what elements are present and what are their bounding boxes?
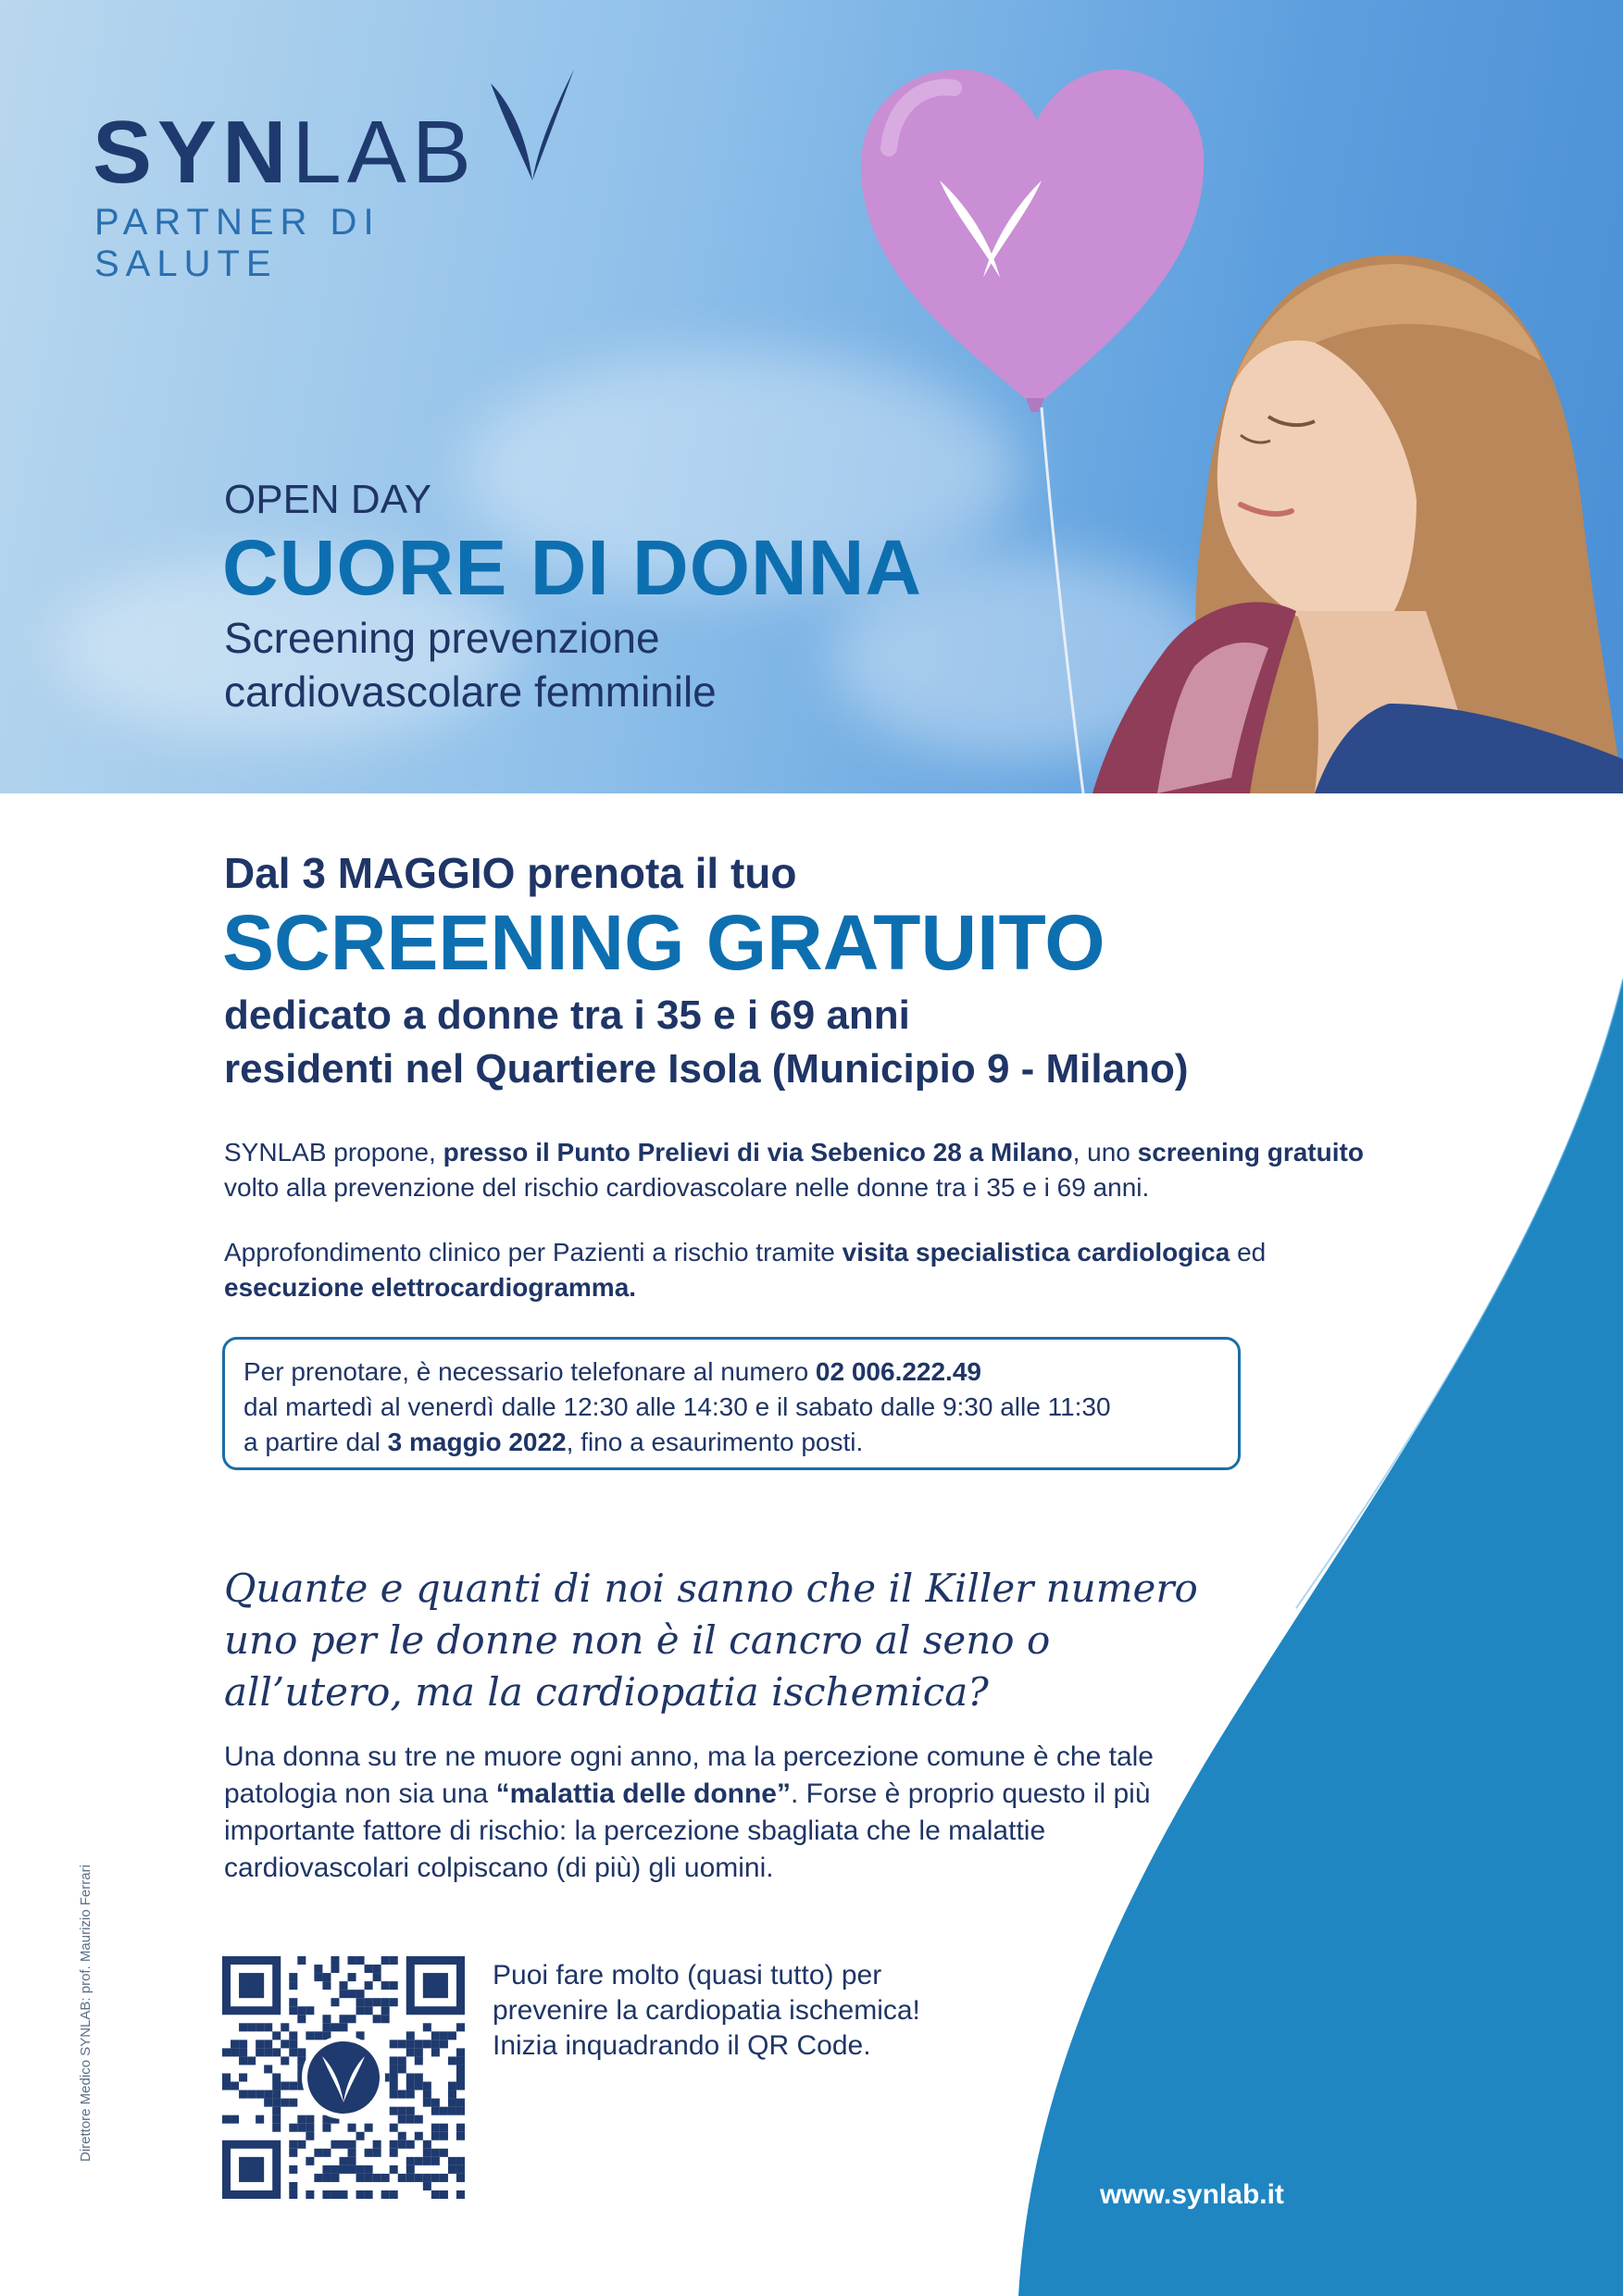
qr-module [440, 2040, 448, 2048]
qr-module [331, 1956, 339, 1965]
qr-module [356, 2165, 365, 2174]
qr-module [272, 2082, 281, 2090]
qr-module [456, 2048, 465, 2056]
qr-module [373, 2149, 381, 2157]
qr-module [431, 2031, 440, 2040]
website-link[interactable]: www.synlab.it [1100, 2179, 1284, 2210]
qr-module [390, 1981, 398, 1990]
qr-module [456, 2082, 465, 2090]
qr-module [331, 2023, 339, 2031]
qr-module [272, 2090, 281, 2099]
qr-module [297, 2115, 306, 2124]
qr-module [339, 2023, 347, 2031]
qr-module [331, 1998, 339, 2006]
qr-module [281, 2082, 289, 2090]
qr-module [222, 2082, 231, 2090]
qr-module [331, 2165, 339, 2174]
director-note: Direttore Medico SYNLAB: prof. Maurizio Ferrari [78, 1865, 94, 2162]
qr-module [406, 2082, 415, 2090]
qr-module [390, 2082, 398, 2090]
qr-module [406, 2165, 415, 2174]
qr-module [322, 1973, 331, 1981]
qr-module [381, 1981, 390, 1990]
hero-subtitle: Screening prevenzione cardiovascolare femminile [224, 614, 717, 716]
qr-module [348, 1973, 356, 1981]
qr-module [339, 2157, 347, 2165]
qr-module [365, 2190, 373, 2199]
qr-module [406, 2107, 415, 2115]
qr-module [406, 2040, 415, 2048]
qr-module [348, 2140, 356, 2149]
qr-module [348, 2157, 356, 2165]
qr-module [381, 1956, 390, 1965]
qr-module [381, 2190, 390, 2199]
qr-module [448, 2031, 456, 2040]
qr-module [297, 2006, 306, 2015]
qr-module [431, 2174, 440, 2182]
qr-module [297, 2140, 306, 2149]
qr-module [289, 2099, 297, 2107]
qr-module [415, 2157, 423, 2165]
synlab-logo [93, 65, 574, 284]
qr-module [289, 2182, 297, 2190]
qr-module [423, 2174, 431, 2182]
qr-module [239, 2056, 247, 2065]
qr-module [406, 2140, 415, 2149]
qr-module [281, 2056, 289, 2065]
qr-module [423, 2082, 431, 2090]
qr-module [431, 2048, 440, 2056]
qr-module [339, 2190, 347, 2199]
qr-module [398, 2132, 406, 2140]
qr-module [231, 2048, 239, 2056]
qr-module [239, 2073, 247, 2081]
qr-module [415, 2082, 423, 2090]
hero-kicker: OPEN DAY [224, 477, 432, 522]
qr-module [289, 2149, 297, 2157]
qr-module [390, 1998, 398, 2006]
qr-module [390, 2073, 398, 2081]
qr-module [256, 2040, 264, 2048]
qr-module [415, 2132, 423, 2140]
qr-module [264, 2065, 272, 2073]
logo-tagline: PARTNER DI SALUTE [94, 202, 381, 284]
qr-module [390, 2065, 398, 2073]
qr-module [415, 2174, 423, 2182]
qr-module [373, 2140, 381, 2149]
qr-module [381, 1998, 390, 2006]
qr-caption: Puoi fare molto (quasi tutto) per prevenire la cardiopatia ischemica! Inizia inquadrando il QR Code. [493, 1960, 920, 2061]
qr-module [314, 1973, 322, 1981]
qr-module [264, 2048, 272, 2056]
qr-module [356, 2132, 365, 2140]
qr-module [448, 2099, 456, 2107]
logo-wordmark: SYNLAB [93, 103, 477, 202]
qr-module [448, 2165, 456, 2174]
qr-module [406, 2157, 415, 2165]
qr-module [297, 2124, 306, 2132]
qr-module [440, 2174, 448, 2182]
qr-module [365, 1965, 373, 1973]
qr-module [390, 2124, 398, 2132]
qr-module [306, 2124, 314, 2132]
qr-module [272, 2099, 281, 2107]
qr-module [440, 2190, 448, 2199]
qr-module [222, 2048, 231, 2056]
qr-module [456, 2124, 465, 2132]
qr-module [365, 2165, 373, 2174]
qr-module [264, 2040, 272, 2048]
qr-module [448, 2056, 456, 2065]
qr-logo-badge [305, 2039, 382, 2116]
qr-module [390, 2107, 398, 2115]
qr-module [289, 2006, 297, 2015]
qr-module [423, 2099, 431, 2107]
qr-module [348, 2015, 356, 2023]
qr-module [440, 2132, 448, 2140]
intro-paragraph: SYNLAB propone, presso il Punto Prelievi di via Sebenico 28 a Milano, uno screening gratuito volto alla prevenzione del rischio cardiovascolare nelle donne tra i 35 e i 69 anni. [224, 1138, 1364, 1202]
qr-module [440, 2107, 448, 2115]
qr-module [415, 2056, 423, 2065]
qr-module [289, 1998, 297, 2006]
qr-module [398, 2174, 406, 2182]
qr-module [373, 1998, 381, 2006]
qr-module [272, 2048, 281, 2056]
qr-module [423, 2090, 431, 2099]
qr-module [231, 2040, 239, 2048]
body-paragraph: Una donna su tre ne muore ogni anno, ma la percezione comune è che tale patologia non sia una “malattia delle donne”. Forse è proprio questo il più importante fattore di rischio: la percezione sbagliata che le malattie cardiovascolari colpiscano (di più) gli uomini. [224, 1741, 1154, 1883]
qr-module [339, 2015, 347, 2023]
qr-module [406, 2090, 415, 2099]
qr-module [289, 2190, 297, 2199]
qr-module [348, 2149, 356, 2157]
qr-finder-pattern [222, 1956, 281, 2015]
qr-module [281, 2099, 289, 2107]
qr-module [448, 2107, 456, 2115]
qr-module [306, 2031, 314, 2040]
qr-module [456, 2132, 465, 2140]
qr-module [247, 2056, 256, 2065]
qr-module [406, 2031, 415, 2040]
qr-module [322, 2165, 331, 2174]
qr-module [256, 2090, 264, 2099]
qr-module [373, 2015, 381, 2023]
qr-module [356, 2190, 365, 2199]
qr-module [297, 1956, 306, 1965]
qr-module [390, 2140, 398, 2149]
qr-module [339, 1990, 347, 1998]
qr-module [415, 2048, 423, 2056]
qr-module [390, 2149, 398, 2157]
qr-module [322, 1981, 331, 1990]
qr-module [272, 2031, 281, 2040]
hero-banner [0, 0, 1623, 793]
qr-module [406, 2073, 415, 2081]
qr-module [456, 2107, 465, 2115]
qr-module [423, 2023, 431, 2031]
qr-module [390, 2040, 398, 2048]
qr-module [272, 2124, 281, 2132]
synlab-mark-icon [481, 65, 583, 185]
qr-module [322, 2023, 331, 2031]
qr-module [247, 2023, 256, 2031]
headline-target: dedicato a donne tra i 35 e i 69 anni residenti nel Quartiere Isola (Municipio 9 - Milano) [224, 992, 1189, 1092]
quote-text: Quante e quanti di noi sanno che il Killer numero uno per le donne non è il cancro al seno o all’utero, ma la cardiopatia ischemica? [224, 1566, 1198, 1715]
qr-module [390, 1956, 398, 1965]
qr-module [415, 2115, 423, 2124]
qr-module [239, 2090, 247, 2099]
qr-module [398, 2040, 406, 2048]
qr-module [381, 2015, 390, 2023]
qr-module [381, 2174, 390, 2182]
qr-module [239, 2040, 247, 2048]
qr-module [373, 1973, 381, 1981]
qr-module [297, 2048, 306, 2056]
qr-module [431, 2099, 440, 2107]
qr-module [331, 2190, 339, 2199]
qr-module [365, 1998, 373, 2006]
qr-module [365, 2174, 373, 2182]
hero-title: CUORE DI DONNA [222, 524, 923, 611]
qr-module [440, 2031, 448, 2040]
qr-module [456, 2073, 465, 2081]
qr-module [314, 2174, 322, 2182]
qr-module [322, 2015, 331, 2023]
qr-module [431, 2040, 440, 2048]
qr-module [431, 2190, 440, 2199]
headline-intro: Dal 3 MAGGIO prenota il tuo [224, 849, 797, 897]
qr-module [356, 1956, 365, 1965]
qr-module [398, 2056, 406, 2065]
qr-module [423, 2040, 431, 2048]
qr-code[interactable] [222, 1956, 465, 2199]
qr-module [356, 1998, 365, 2006]
qr-module [406, 2174, 415, 2182]
qr-module [272, 2115, 281, 2124]
qr-module [440, 2149, 448, 2157]
qr-module [289, 1973, 297, 1981]
qr-module [423, 2157, 431, 2165]
qr-module [456, 2056, 465, 2065]
qr-module [264, 2099, 272, 2107]
qr-module [231, 2082, 239, 2090]
clinical-paragraph: Approfondimento clinico per Pazienti a rischio tramite visita specialistica cardiologica ed esecuzione elettrocardiogramma. [224, 1238, 1267, 1302]
qr-module [256, 2023, 264, 2031]
qr-module [431, 2107, 440, 2115]
qr-module [281, 2040, 289, 2048]
qr-module [289, 2040, 297, 2048]
qr-module [289, 2031, 297, 2040]
qr-module [398, 2140, 406, 2149]
qr-module [365, 2006, 373, 2015]
qr-finder-pattern [406, 1956, 465, 2015]
qr-module [456, 2065, 465, 2073]
qr-module [306, 2190, 314, 2199]
qr-module [356, 2174, 365, 2182]
qr-module [348, 2165, 356, 2174]
qr-module [306, 2157, 314, 2165]
qr-module [272, 2107, 281, 2115]
qr-module [381, 2006, 390, 2015]
booking-info-box: Per prenotare, è necessario telefonare al numero 02 006.222.49 dal martedì al venerdì dalle 12:30 alle 14:30 e il sabato dalle 9:30 alle 11:30 a partire dal 3 maggio 2022, fino a esaurimento posti. [222, 1337, 1241, 1470]
qr-module [281, 2023, 289, 2031]
qr-module [348, 1956, 356, 1965]
qr-module [390, 2090, 398, 2099]
qr-module [456, 2190, 465, 2199]
headline-title: SCREENING GRATUITO [222, 899, 1105, 986]
qr-module [264, 2090, 272, 2099]
qr-module [231, 2115, 239, 2124]
qr-module [356, 1990, 365, 1998]
qr-finder-pattern [222, 2140, 281, 2199]
qr-module [456, 2157, 465, 2165]
qr-module [398, 2090, 406, 2099]
qr-module [431, 2132, 440, 2140]
qr-module [356, 2006, 365, 2015]
qr-module [289, 2140, 297, 2149]
booking-phone[interactable]: 02 006.222.49 [815, 1357, 981, 1386]
qr-module [415, 2040, 423, 2048]
qr-module [331, 2174, 339, 2182]
qr-module [456, 2099, 465, 2107]
qr-module [314, 1965, 322, 1973]
qr-module [448, 2157, 456, 2165]
qr-module [390, 2165, 398, 2174]
qr-module [306, 2006, 314, 2015]
qr-module [339, 2140, 347, 2149]
qr-module [365, 2124, 373, 2132]
qr-module [306, 2132, 314, 2140]
qr-module [239, 2048, 247, 2056]
qr-module [415, 2073, 423, 2081]
qr-module [256, 2048, 264, 2056]
qr-module [406, 2048, 415, 2056]
qr-module [264, 2023, 272, 2031]
qr-module [289, 2082, 297, 2090]
qr-module [348, 2124, 356, 2132]
qr-module [456, 2023, 465, 2031]
qr-module [331, 1965, 339, 1973]
qr-module [289, 1981, 297, 1990]
qr-module [348, 1990, 356, 1998]
qr-module [322, 2124, 331, 2132]
qr-module [431, 2124, 440, 2132]
qr-module [423, 2149, 431, 2157]
qr-module [398, 2107, 406, 2115]
qr-module [423, 2182, 431, 2190]
qr-module [322, 2174, 331, 2182]
qr-module [272, 2073, 281, 2081]
qr-module [390, 2056, 398, 2065]
qr-module [256, 2115, 264, 2124]
qr-module [306, 2115, 314, 2124]
qr-module [247, 2090, 256, 2099]
qr-module [222, 2115, 231, 2124]
qr-module [339, 1981, 347, 1990]
qr-module [373, 1965, 381, 1973]
qr-module [322, 2190, 331, 2199]
qr-module [398, 2115, 406, 2124]
qr-module [406, 2115, 415, 2124]
qr-module [314, 2031, 322, 2040]
qr-module [456, 2174, 465, 2182]
qr-module [239, 2023, 247, 2031]
qr-module [314, 2149, 322, 2157]
qr-module [365, 1981, 373, 1990]
qr-module [297, 2015, 306, 2023]
qr-module [440, 2124, 448, 2132]
qr-module [322, 2149, 331, 2157]
qr-module [365, 2149, 373, 2157]
qr-module [222, 2073, 231, 2081]
qr-module [289, 2124, 297, 2132]
qr-module [423, 2140, 431, 2149]
qr-module [373, 2174, 381, 2182]
qr-module [390, 2190, 398, 2199]
qr-module [289, 2048, 297, 2056]
qr-module [448, 2082, 456, 2090]
qr-module [339, 2165, 347, 2174]
qr-module [456, 2165, 465, 2174]
qr-module [331, 2140, 339, 2149]
qr-module [431, 2149, 440, 2157]
qr-module [289, 2165, 297, 2174]
qr-module [448, 2090, 456, 2099]
qr-module [431, 2157, 440, 2165]
qr-module [398, 2065, 406, 2073]
